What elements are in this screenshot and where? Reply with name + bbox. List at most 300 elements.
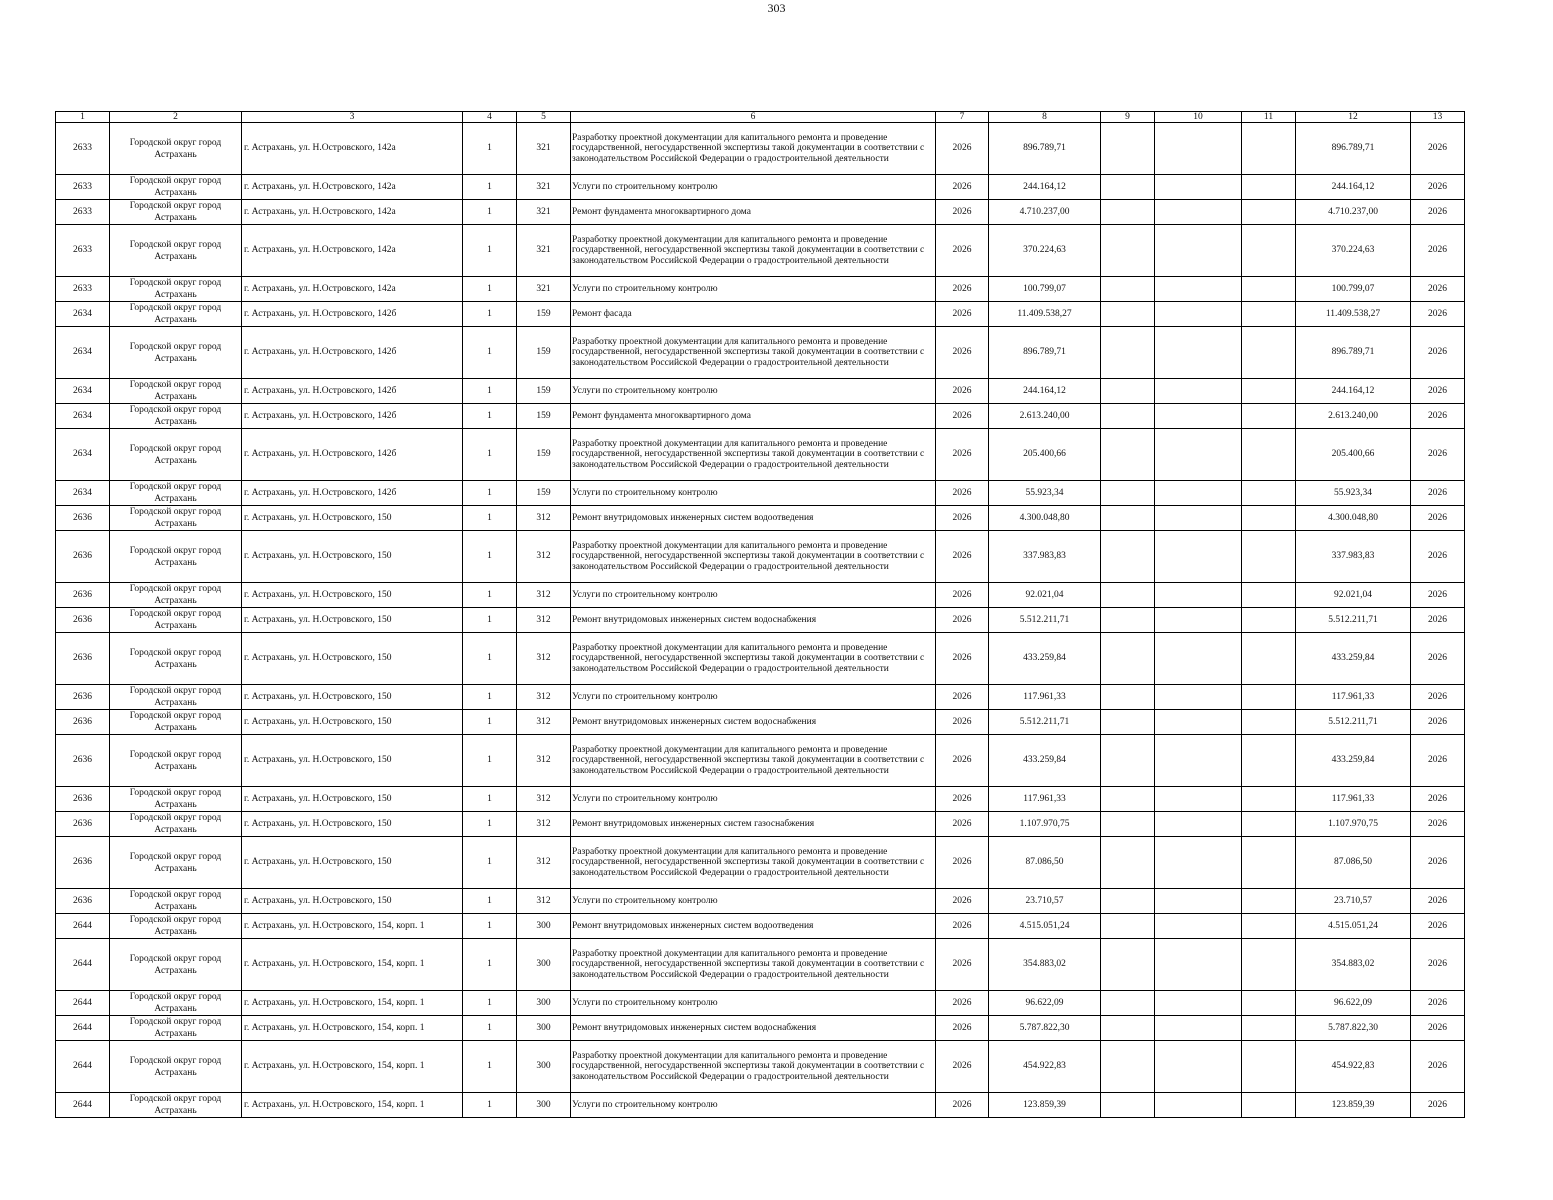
cell: 1 xyxy=(463,531,517,583)
column-header: 4 xyxy=(463,112,517,123)
year-cell: 2026 xyxy=(936,481,989,506)
row-number-cell: 2636 xyxy=(56,608,110,633)
address-cell: г. Астрахань, ул. Н.Островского, 150 xyxy=(242,531,463,583)
cell xyxy=(1242,481,1296,506)
cell xyxy=(1155,710,1242,735)
row-number-cell: 2633 xyxy=(56,175,110,200)
cell xyxy=(1101,735,1155,787)
table-row xyxy=(56,225,1465,277)
year-cell: 2026 xyxy=(1411,583,1465,608)
amount-cell: 896.789,71 xyxy=(989,327,1101,379)
address-cell: г. Астрахань, ул. Н.Островского, 154, корп. 1 xyxy=(242,1093,463,1118)
work-type-cell: Услуги по строительному контролю xyxy=(571,379,936,404)
municipality-cell: Городской округ город Астрахань xyxy=(110,200,242,225)
cell xyxy=(1242,633,1296,685)
address-cell: г. Астрахань, ул. Н.Островского, 142а xyxy=(242,225,463,277)
amount-cell: 11.409.538,27 xyxy=(1296,302,1411,327)
cell xyxy=(1155,939,1242,991)
cell xyxy=(1242,608,1296,633)
cell xyxy=(1242,1041,1296,1093)
year-cell: 2026 xyxy=(936,429,989,481)
year-cell: 2026 xyxy=(936,379,989,404)
amount-cell: 354.883,02 xyxy=(989,939,1101,991)
year-cell: 2026 xyxy=(936,608,989,633)
table-row xyxy=(56,200,1465,225)
table-row xyxy=(56,710,1465,735)
amount-cell: 205.400,66 xyxy=(1296,429,1411,481)
cell xyxy=(1242,379,1296,404)
table-row xyxy=(56,429,1465,481)
cell xyxy=(1242,404,1296,429)
table-row xyxy=(56,1093,1465,1118)
cell xyxy=(1101,277,1155,302)
year-cell: 2026 xyxy=(936,506,989,531)
cell xyxy=(1101,633,1155,685)
row-number-cell: 2644 xyxy=(56,1093,110,1118)
row-number-cell: 2636 xyxy=(56,837,110,889)
amount-cell: 454.922,83 xyxy=(1296,1041,1411,1093)
cell: 312 xyxy=(517,812,571,837)
cell: 159 xyxy=(517,379,571,404)
cell xyxy=(1101,710,1155,735)
cell xyxy=(1155,787,1242,812)
table-row xyxy=(56,608,1465,633)
amount-cell: 96.622,09 xyxy=(1296,991,1411,1016)
work-type-cell: Услуги по строительному контролю xyxy=(571,481,936,506)
address-cell: г. Астрахань, ул. Н.Островского, 150 xyxy=(242,583,463,608)
year-cell: 2026 xyxy=(1411,991,1465,1016)
amount-cell: 370.224,63 xyxy=(1296,225,1411,277)
cell xyxy=(1242,1016,1296,1041)
year-cell: 2026 xyxy=(936,939,989,991)
table-row xyxy=(56,531,1465,583)
cell: 1 xyxy=(463,939,517,991)
cell xyxy=(1155,633,1242,685)
cell xyxy=(1101,1041,1155,1093)
cell xyxy=(1101,583,1155,608)
address-cell: г. Астрахань, ул. Н.Островского, 150 xyxy=(242,735,463,787)
year-cell: 2026 xyxy=(936,302,989,327)
cell: 312 xyxy=(517,583,571,608)
cell: 312 xyxy=(517,633,571,685)
cell: 312 xyxy=(517,787,571,812)
cell: 1 xyxy=(463,812,517,837)
row-number-cell: 2633 xyxy=(56,277,110,302)
cell xyxy=(1242,506,1296,531)
amount-cell: 117.961,33 xyxy=(989,685,1101,710)
amount-cell: 11.409.538,27 xyxy=(989,302,1101,327)
municipality-cell: Городской округ город Астрахань xyxy=(110,914,242,939)
column-header: 11 xyxy=(1242,112,1296,123)
work-type-cell: Разработку проектной документации для капитального ремонта и проведение государственной, негосударственной экспертизы такой документации в соответствии с законодательством Российской Федерации о градостроительной деятельности xyxy=(571,735,936,787)
address-cell: г. Астрахань, ул. Н.Островского, 150 xyxy=(242,608,463,633)
cell xyxy=(1155,200,1242,225)
cell: 1 xyxy=(463,991,517,1016)
table-row xyxy=(56,175,1465,200)
amount-cell: 433.259,84 xyxy=(989,633,1101,685)
address-cell: г. Астрахань, ул. Н.Островского, 150 xyxy=(242,889,463,914)
cell: 1 xyxy=(463,633,517,685)
year-cell: 2026 xyxy=(936,200,989,225)
year-cell: 2026 xyxy=(936,837,989,889)
cell xyxy=(1155,531,1242,583)
work-type-cell: Услуги по строительному контролю xyxy=(571,175,936,200)
row-number-cell: 2634 xyxy=(56,404,110,429)
cell xyxy=(1155,302,1242,327)
cell xyxy=(1155,429,1242,481)
cell xyxy=(1155,481,1242,506)
cell xyxy=(1101,991,1155,1016)
year-cell: 2026 xyxy=(936,1016,989,1041)
cell xyxy=(1101,787,1155,812)
address-cell: г. Астрахань, ул. Н.Островского, 142б xyxy=(242,379,463,404)
cell xyxy=(1155,608,1242,633)
cell: 300 xyxy=(517,991,571,1016)
address-cell: г. Астрахань, ул. Н.Островского, 142б xyxy=(242,302,463,327)
work-type-cell: Разработку проектной документации для капитального ремонта и проведение государственной, негосударственной экспертизы такой документации в соответствии с законодательством Российской Федерации о градостроительной деятельности xyxy=(571,1041,936,1093)
cell: 159 xyxy=(517,404,571,429)
amount-cell: 433.259,84 xyxy=(1296,633,1411,685)
cell: 159 xyxy=(517,302,571,327)
amount-cell: 96.622,09 xyxy=(989,991,1101,1016)
column-header: 1 xyxy=(56,112,110,123)
year-cell: 2026 xyxy=(1411,914,1465,939)
amount-cell: 4.300.048,80 xyxy=(989,506,1101,531)
row-number-cell: 2633 xyxy=(56,200,110,225)
work-type-cell: Услуги по строительному контролю xyxy=(571,787,936,812)
address-cell: г. Астрахань, ул. Н.Островского, 150 xyxy=(242,812,463,837)
table-row xyxy=(56,123,1465,175)
row-number-cell: 2644 xyxy=(56,991,110,1016)
row-number-cell: 2634 xyxy=(56,429,110,481)
table-row xyxy=(56,837,1465,889)
cell xyxy=(1242,123,1296,175)
amount-cell: 370.224,63 xyxy=(989,225,1101,277)
work-type-cell: Ремонт внутридомовых инженерных систем водоснабжения xyxy=(571,608,936,633)
year-cell: 2026 xyxy=(1411,225,1465,277)
row-number-cell: 2636 xyxy=(56,710,110,735)
address-cell: г. Астрахань, ул. Н.Островского, 150 xyxy=(242,506,463,531)
amount-cell: 2.613.240,00 xyxy=(1296,404,1411,429)
amount-cell: 244.164,12 xyxy=(1296,379,1411,404)
table-row xyxy=(56,379,1465,404)
municipality-cell: Городской округ город Астрахань xyxy=(110,889,242,914)
cell xyxy=(1155,506,1242,531)
table-row xyxy=(56,735,1465,787)
municipality-cell: Городской округ город Астрахань xyxy=(110,787,242,812)
cell xyxy=(1155,1041,1242,1093)
cell xyxy=(1155,812,1242,837)
cell xyxy=(1101,506,1155,531)
municipality-cell: Городской округ город Астрахань xyxy=(110,277,242,302)
year-cell: 2026 xyxy=(1411,1041,1465,1093)
table-row xyxy=(56,277,1465,302)
cell xyxy=(1155,837,1242,889)
cell: 1 xyxy=(463,608,517,633)
cell xyxy=(1242,175,1296,200)
year-cell: 2026 xyxy=(936,225,989,277)
year-cell: 2026 xyxy=(1411,531,1465,583)
amount-cell: 92.021,04 xyxy=(989,583,1101,608)
amount-cell: 4.300.048,80 xyxy=(1296,506,1411,531)
work-type-cell: Разработку проектной документации для капитального ремонта и проведение государственной, негосударственной экспертизы такой документации в соответствии с законодательством Российской Федерации о градостроительной деятельности xyxy=(571,837,936,889)
address-cell: г. Астрахань, ул. Н.Островского, 142б xyxy=(242,404,463,429)
column-header: 5 xyxy=(517,112,571,123)
municipality-cell: Городской округ город Астрахань xyxy=(110,812,242,837)
cell xyxy=(1155,175,1242,200)
amount-cell: 433.259,84 xyxy=(989,735,1101,787)
year-cell: 2026 xyxy=(936,175,989,200)
row-number-cell: 2634 xyxy=(56,327,110,379)
cell xyxy=(1101,837,1155,889)
cell xyxy=(1242,939,1296,991)
page-number: 303 xyxy=(767,1,786,15)
year-cell: 2026 xyxy=(1411,123,1465,175)
amount-cell: 23.710,57 xyxy=(989,889,1101,914)
row-number-cell: 2636 xyxy=(56,531,110,583)
cell: 1 xyxy=(463,914,517,939)
work-type-cell: Ремонт фасада xyxy=(571,302,936,327)
year-cell: 2026 xyxy=(1411,812,1465,837)
cell: 300 xyxy=(517,1016,571,1041)
cell: 1 xyxy=(463,327,517,379)
amount-cell: 5.512.211,71 xyxy=(1296,608,1411,633)
address-cell: г. Астрахань, ул. Н.Островского, 142а xyxy=(242,175,463,200)
amount-cell: 55.923,34 xyxy=(989,481,1101,506)
municipality-cell: Городской округ город Астрахань xyxy=(110,735,242,787)
cell: 312 xyxy=(517,889,571,914)
row-number-cell: 2633 xyxy=(56,225,110,277)
year-cell: 2026 xyxy=(1411,1016,1465,1041)
amount-cell: 2.613.240,00 xyxy=(989,404,1101,429)
cell: 300 xyxy=(517,1093,571,1118)
cell xyxy=(1155,1016,1242,1041)
address-cell: г. Астрахань, ул. Н.Островского, 142а xyxy=(242,200,463,225)
municipality-cell: Городской округ город Астрахань xyxy=(110,1093,242,1118)
cell: 321 xyxy=(517,175,571,200)
amount-cell: 5.512.211,71 xyxy=(1296,710,1411,735)
amount-cell: 100.799,07 xyxy=(1296,277,1411,302)
amount-cell: 5.512.211,71 xyxy=(989,710,1101,735)
cell xyxy=(1155,914,1242,939)
column-header: 2 xyxy=(110,112,242,123)
work-type-cell: Разработку проектной документации для капитального ремонта и проведение государственной, негосударственной экспертизы такой документации в соответствии с законодательством Российской Федерации о градостроительной деятельности xyxy=(571,123,936,175)
cell: 1 xyxy=(463,404,517,429)
cell xyxy=(1101,939,1155,991)
cell: 1 xyxy=(463,225,517,277)
column-header: 9 xyxy=(1101,112,1155,123)
year-cell: 2026 xyxy=(936,710,989,735)
work-type-cell: Услуги по строительному контролю xyxy=(571,889,936,914)
amount-cell: 1.107.970,75 xyxy=(1296,812,1411,837)
municipality-cell: Городской округ город Астрахань xyxy=(110,710,242,735)
cell xyxy=(1155,991,1242,1016)
amount-cell: 87.086,50 xyxy=(989,837,1101,889)
year-cell: 2026 xyxy=(936,735,989,787)
cell xyxy=(1242,812,1296,837)
municipality-cell: Городской округ город Астрахань xyxy=(110,837,242,889)
amount-cell: 55.923,34 xyxy=(1296,481,1411,506)
address-cell: г. Астрахань, ул. Н.Островского, 150 xyxy=(242,633,463,685)
column-header: 13 xyxy=(1411,112,1465,123)
cell: 1 xyxy=(463,123,517,175)
year-cell: 2026 xyxy=(1411,837,1465,889)
cell xyxy=(1155,327,1242,379)
year-cell: 2026 xyxy=(1411,506,1465,531)
column-header: 8 xyxy=(989,112,1101,123)
cell xyxy=(1101,404,1155,429)
address-cell: г. Астрахань, ул. Н.Островского, 154, корп. 1 xyxy=(242,991,463,1016)
municipality-cell: Городской округ город Астрахань xyxy=(110,608,242,633)
amount-cell: 123.859,39 xyxy=(989,1093,1101,1118)
cell xyxy=(1155,685,1242,710)
amount-cell: 244.164,12 xyxy=(1296,175,1411,200)
cell xyxy=(1101,1016,1155,1041)
cell xyxy=(1101,302,1155,327)
table-row xyxy=(56,302,1465,327)
column-header: 10 xyxy=(1155,112,1242,123)
cell xyxy=(1242,787,1296,812)
cell: 312 xyxy=(517,735,571,787)
work-type-cell: Ремонт внутридомовых инженерных систем водоснабжения xyxy=(571,1016,936,1041)
amount-cell: 205.400,66 xyxy=(989,429,1101,481)
amount-cell: 337.983,83 xyxy=(1296,531,1411,583)
cell xyxy=(1242,302,1296,327)
cell: 1 xyxy=(463,1016,517,1041)
year-cell: 2026 xyxy=(936,404,989,429)
year-cell: 2026 xyxy=(1411,302,1465,327)
cell xyxy=(1155,277,1242,302)
row-number-cell: 2634 xyxy=(56,379,110,404)
municipality-cell: Городской округ город Астрахань xyxy=(110,429,242,481)
year-cell: 2026 xyxy=(936,1093,989,1118)
cell xyxy=(1242,889,1296,914)
year-cell: 2026 xyxy=(1411,481,1465,506)
cell xyxy=(1101,200,1155,225)
address-cell: г. Астрахань, ул. Н.Островского, 154, корп. 1 xyxy=(242,1016,463,1041)
table-row xyxy=(56,685,1465,710)
amount-cell: 4.710.237,00 xyxy=(989,200,1101,225)
amount-cell: 123.859,39 xyxy=(1296,1093,1411,1118)
table-row xyxy=(56,583,1465,608)
municipality-cell: Городской округ город Астрахань xyxy=(110,633,242,685)
year-cell: 2026 xyxy=(936,812,989,837)
cell xyxy=(1101,1093,1155,1118)
row-number-cell: 2644 xyxy=(56,939,110,991)
cell: 321 xyxy=(517,123,571,175)
cell xyxy=(1101,914,1155,939)
table-row xyxy=(56,481,1465,506)
cell xyxy=(1155,379,1242,404)
cell xyxy=(1242,200,1296,225)
amount-cell: 92.021,04 xyxy=(1296,583,1411,608)
amount-cell: 4.515.051,24 xyxy=(989,914,1101,939)
amount-cell: 896.789,71 xyxy=(1296,327,1411,379)
address-cell: г. Астрахань, ул. Н.Островского, 142б xyxy=(242,327,463,379)
amount-cell: 5.787.822,30 xyxy=(1296,1016,1411,1041)
cell: 1 xyxy=(463,379,517,404)
cell: 1 xyxy=(463,837,517,889)
address-cell: г. Астрахань, ул. Н.Островского, 150 xyxy=(242,837,463,889)
table-row xyxy=(56,327,1465,379)
year-cell: 2026 xyxy=(1411,735,1465,787)
year-cell: 2026 xyxy=(936,633,989,685)
cell: 1 xyxy=(463,710,517,735)
address-cell: г. Астрахань, ул. Н.Островского, 142б xyxy=(242,429,463,481)
address-cell: г. Астрахань, ул. Н.Островского, 154, корп. 1 xyxy=(242,939,463,991)
row-number-cell: 2644 xyxy=(56,1041,110,1093)
cell xyxy=(1101,225,1155,277)
table-row xyxy=(56,1041,1465,1093)
year-cell: 2026 xyxy=(1411,939,1465,991)
amount-cell: 454.922,83 xyxy=(989,1041,1101,1093)
cell xyxy=(1101,429,1155,481)
municipality-cell: Городской округ город Астрахань xyxy=(110,404,242,429)
cell: 1 xyxy=(463,735,517,787)
municipality-cell: Городской округ город Астрахань xyxy=(110,939,242,991)
address-cell: г. Астрахань, ул. Н.Островского, 154, корп. 1 xyxy=(242,1041,463,1093)
table-row xyxy=(56,991,1465,1016)
municipality-cell: Городской округ город Астрахань xyxy=(110,531,242,583)
work-type-cell: Услуги по строительному контролю xyxy=(571,685,936,710)
work-type-cell: Разработку проектной документации для капитального ремонта и проведение государственной, негосударственной экспертизы такой документации в соответствии с законодательством Российской Федерации о градостроительной деятельности xyxy=(571,429,936,481)
table-row xyxy=(56,812,1465,837)
year-cell: 2026 xyxy=(936,327,989,379)
work-type-cell: Услуги по строительному контролю xyxy=(571,583,936,608)
cell: 312 xyxy=(517,531,571,583)
table-row xyxy=(56,914,1465,939)
cell: 1 xyxy=(463,302,517,327)
work-type-cell: Разработку проектной документации для капитального ремонта и проведение государственной, негосударственной экспертизы такой документации в соответствии с законодательством Российской Федерации о градостроительной деятельности xyxy=(571,939,936,991)
year-cell: 2026 xyxy=(1411,710,1465,735)
year-cell: 2026 xyxy=(936,123,989,175)
cell xyxy=(1101,608,1155,633)
amount-cell: 4.515.051,24 xyxy=(1296,914,1411,939)
table-row xyxy=(56,633,1465,685)
row-number-cell: 2636 xyxy=(56,735,110,787)
cell: 1 xyxy=(463,1041,517,1093)
work-type-cell: Ремонт фундамента многоквартирного дома xyxy=(571,404,936,429)
municipality-cell: Городской округ город Астрахань xyxy=(110,225,242,277)
cell xyxy=(1155,583,1242,608)
year-cell: 2026 xyxy=(1411,200,1465,225)
amount-cell: 100.799,07 xyxy=(989,277,1101,302)
year-cell: 2026 xyxy=(1411,787,1465,812)
year-cell: 2026 xyxy=(936,277,989,302)
row-number-cell: 2636 xyxy=(56,633,110,685)
cell xyxy=(1242,735,1296,787)
cell xyxy=(1101,685,1155,710)
year-cell: 2026 xyxy=(936,787,989,812)
cell: 159 xyxy=(517,481,571,506)
cell: 1 xyxy=(463,429,517,481)
municipality-cell: Городской округ город Астрахань xyxy=(110,327,242,379)
address-cell: г. Астрахань, ул. Н.Островского, 150 xyxy=(242,787,463,812)
cell xyxy=(1101,379,1155,404)
cell: 1 xyxy=(463,787,517,812)
work-type-cell: Услуги по строительному контролю xyxy=(571,1093,936,1118)
work-type-cell: Ремонт внутридомовых инженерных систем газоснабжения xyxy=(571,812,936,837)
cell xyxy=(1155,889,1242,914)
cell xyxy=(1242,837,1296,889)
row-number-cell: 2636 xyxy=(56,506,110,531)
amount-cell: 337.983,83 xyxy=(989,531,1101,583)
cell: 1 xyxy=(463,277,517,302)
cell xyxy=(1101,175,1155,200)
cell xyxy=(1242,1093,1296,1118)
municipality-cell: Городской округ город Астрахань xyxy=(110,123,242,175)
cell xyxy=(1155,1093,1242,1118)
